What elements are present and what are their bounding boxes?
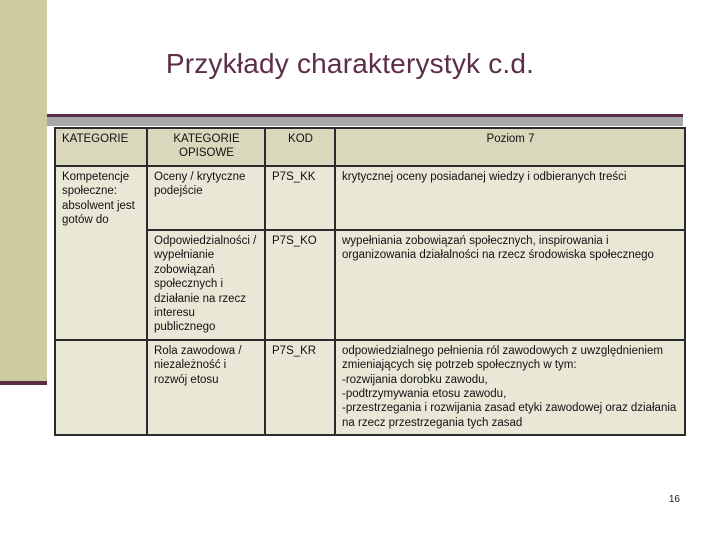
table-row xyxy=(55,166,685,230)
poziom-line: -przestrzegania i rozwijania zasad etyki zawodowej oraz działania na rzecz przestrzegania tych zasad xyxy=(342,402,677,429)
row-kod-cell: P7S_KO xyxy=(265,230,335,340)
table-row xyxy=(55,340,685,435)
characteristics-table xyxy=(54,127,686,436)
row-opis-cell: Odpowiedzialności / wypełnianie zobowiązań społecznych i działanie na rzecz interesu publicznego xyxy=(147,230,265,340)
poziom-line: -podtrzymywania etosu zawodu, xyxy=(342,388,507,401)
row-opis-cell: Oceny / krytyczne podejście xyxy=(147,166,265,230)
row-poziom-cell xyxy=(335,340,685,435)
category-cell: Kompetencje społeczne: absolwent jest gotów do xyxy=(55,166,147,340)
poziom-line: -rozwijania dorobku zawodu, xyxy=(342,373,488,386)
row-opis-cell: Rola zawodowa / niezależność i rozwój etosu xyxy=(147,340,265,435)
header-kod: KOD xyxy=(265,128,335,166)
row-kod-cell: P7S_KK xyxy=(265,166,335,230)
table-row xyxy=(55,230,685,340)
title-rule-grey xyxy=(47,117,683,126)
header-kategorie: KATEGORIE xyxy=(55,128,147,166)
category-empty-cell xyxy=(55,340,147,435)
header-kategorie-opisowe: KATEGORIE OPISOWE xyxy=(147,128,265,166)
poziom-line: odpowiedzialnego pełnienia ról zawodowych z uwzględnieniem zmieniających się potrzeb społecznych w tym: xyxy=(342,344,663,372)
slide-title: Przykłady charakterystyk c.d. xyxy=(165,48,535,79)
page-number: 16 xyxy=(668,494,680,505)
table-header-row xyxy=(55,128,685,166)
header-poziom: Poziom 7 xyxy=(335,128,685,166)
row-poziom-cell: krytycznej oceny posiadanej wiedzy i odbieranych treści xyxy=(335,166,685,230)
row-poziom-cell: wypełniania zobowiązań społecznych, inspirowania i organizowania działalności na rzecz środowiska społecznego xyxy=(335,230,685,340)
side-decoration-line xyxy=(0,381,47,385)
row-kod-cell: P7S_KR xyxy=(265,340,335,435)
